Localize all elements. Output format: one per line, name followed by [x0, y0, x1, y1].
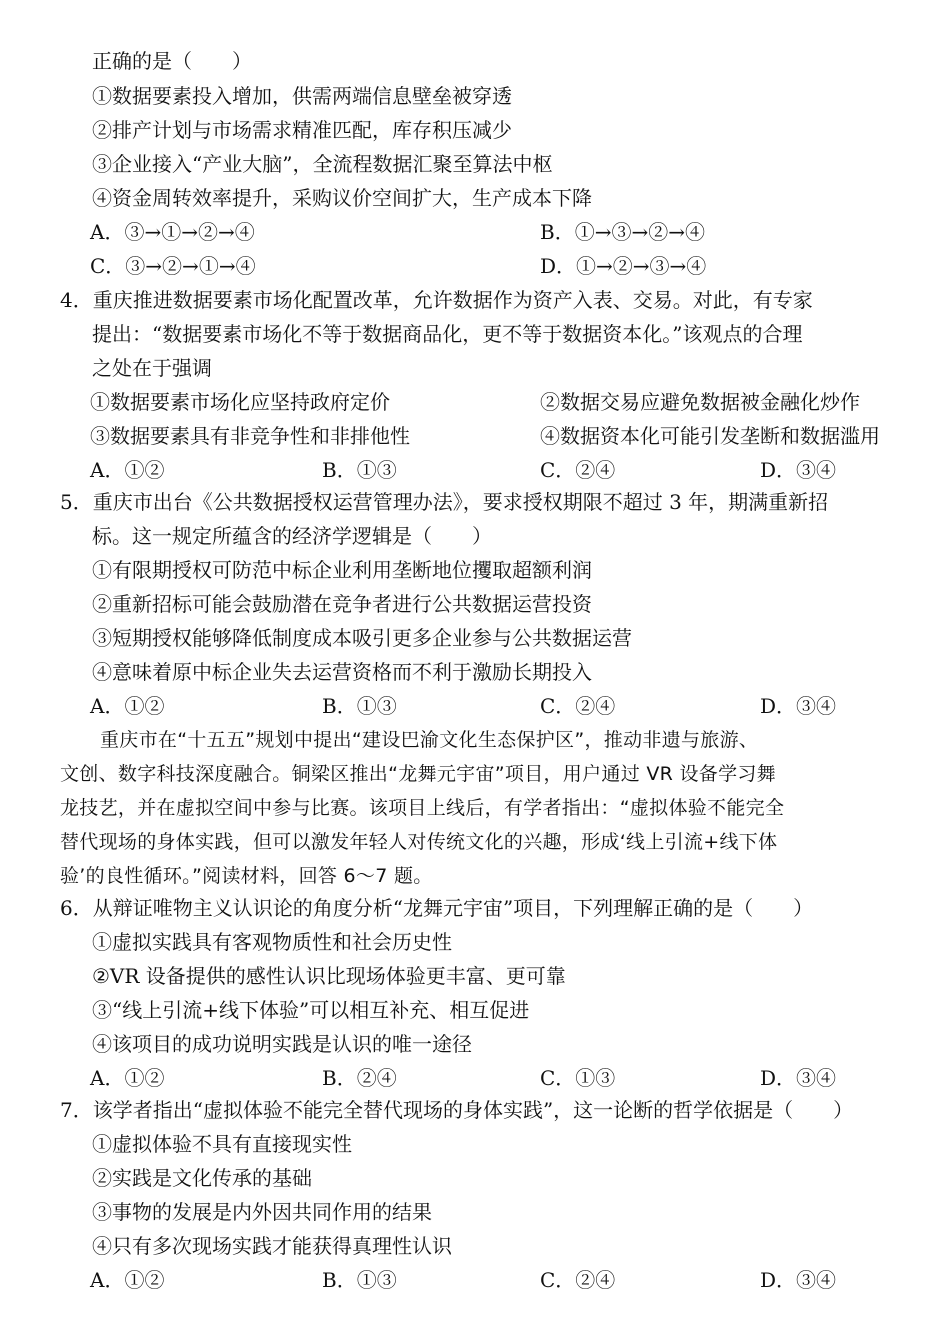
- q3-option-c: C．③→②→①→④: [90, 254, 256, 278]
- q4-option-a: A．①②: [90, 458, 165, 482]
- material-line-1: 重庆市在“十五五”规划中提出“建设巴渝文化生态保护区”，推动非遗与旅游、: [100, 729, 759, 751]
- q4-stem-line-3: 之处在于强调: [92, 356, 212, 380]
- q5-option-d: D．③④: [760, 694, 837, 718]
- q4-option-b: B．①③: [322, 458, 397, 482]
- q4-option-c: C．②④: [540, 458, 616, 482]
- q5-stem-line-1: 5．重庆市出台《公共数据授权运营管理办法》，要求授权期限不超过 3 年，期满重新招: [60, 490, 829, 514]
- q4-item-4: ④数据资本化可能引发垄断和数据滥用: [540, 424, 880, 448]
- q4-option-d: D．③④: [760, 458, 837, 482]
- q5-stem-line-2: 标。这一规定所蕴含的经济学逻辑是（ ）: [92, 524, 492, 548]
- q4-stem-line-1: 4．重庆推进数据要素市场化配置改革，允许数据作为资产入表、交易。对此，有专家: [60, 288, 813, 312]
- q3-item-1: ①数据要素投入增加，供需两端信息壁垒被穿透: [92, 84, 512, 108]
- material-line-4: 替代现场的身体实践，但可以激发年轻人对传统文化的兴趣，形成‘线上引流+线下体: [60, 831, 778, 853]
- q6-item-1: ①虚拟实践具有客观物质性和社会历史性: [92, 930, 452, 954]
- q6-option-c: C．①③: [540, 1066, 616, 1090]
- q6-item-2: ②VR 设备提供的感性认识比现场体验更丰富、更可靠: [92, 964, 566, 988]
- q7-item-4: ④只有多次现场实践才能获得真理性认识: [92, 1234, 452, 1258]
- q3-item-3: ③企业接入“产业大脑”，全流程数据汇聚至算法中枢: [92, 152, 553, 176]
- q3-item-2: ②排产计划与市场需求精准匹配，库存积压减少: [92, 118, 512, 142]
- material-line-2: 文创、数字科技深度融合。铜梁区推出“龙舞元宇宙”项目，用户通过 VR 设备学习舞: [60, 763, 776, 785]
- q4-item-1: ①数据要素市场化应坚持政府定价: [90, 390, 390, 414]
- q5-item-2: ②重新招标可能会鼓励潜在竞争者进行公共数据运营投资: [92, 592, 592, 616]
- q5-option-b: B．①③: [322, 694, 397, 718]
- q7-option-a: A．①②: [90, 1268, 165, 1292]
- q3-option-a: A．③→①→②→④: [90, 220, 255, 244]
- q4-item-2: ②数据交易应避免数据被金融化炒作: [540, 390, 860, 414]
- q6-option-b: B．②④: [322, 1066, 397, 1090]
- q6-option-a: A．①②: [90, 1066, 165, 1090]
- q3-option-d: D．①→②→③→④: [540, 254, 707, 278]
- q7-stem-line-1: 7．该学者指出“虚拟体验不能完全替代现场的身体实践”，这一论断的哲学依据是（ ）: [60, 1098, 854, 1122]
- material-line-5: 验’的良性循环。”阅读材料，回答 6～7 题。: [60, 865, 433, 887]
- q6-stem-line-1: 6．从辩证唯物主义认识论的角度分析“龙舞元宇宙”项目，下列理解正确的是（ ）: [60, 896, 814, 920]
- q7-option-c: C．②④: [540, 1268, 616, 1292]
- q5-item-1: ①有限期授权可防范中标企业利用垄断地位攫取超额利润: [92, 558, 592, 582]
- q4-item-3: ③数据要素具有非竞争性和非排他性: [90, 424, 410, 448]
- q6-option-d: D．③④: [760, 1066, 837, 1090]
- q5-option-a: A．①②: [90, 694, 165, 718]
- q6-item-3: ③“线上引流+线下体验”可以相互补充、相互促进: [92, 998, 530, 1022]
- q5-item-3: ③短期授权能够降低制度成本吸引更多企业参与公共数据运营: [92, 626, 632, 650]
- q3-item-4: ④资金周转效率提升，采购议价空间扩大，生产成本下降: [92, 186, 592, 210]
- q7-item-3: ③事物的发展是内外因共同作用的结果: [92, 1200, 432, 1224]
- q7-option-d: D．③④: [760, 1268, 837, 1292]
- q7-option-b: B．①③: [322, 1268, 397, 1292]
- q5-option-c: C．②④: [540, 694, 616, 718]
- q3-option-b: B．①→③→②→④: [540, 220, 705, 244]
- q7-item-2: ②实践是文化传承的基础: [92, 1166, 312, 1190]
- q3-stem-tail: 正确的是（ ）: [92, 49, 252, 73]
- q4-stem-line-2: 提出：“数据要素市场化不等于数据商品化，更不等于数据资本化。”该观点的合理: [92, 322, 803, 346]
- q6-item-4: ④该项目的成功说明实践是认识的唯一途径: [92, 1032, 472, 1056]
- q5-item-4: ④意味着原中标企业失去运营资格而不利于激励长期投入: [92, 660, 592, 684]
- q7-item-1: ①虚拟体验不具有直接现实性: [92, 1132, 352, 1156]
- material-line-3: 龙技艺，并在虚拟空间中参与比赛。该项目上线后，有学者指出：“虚拟体验不能完全: [60, 797, 785, 819]
